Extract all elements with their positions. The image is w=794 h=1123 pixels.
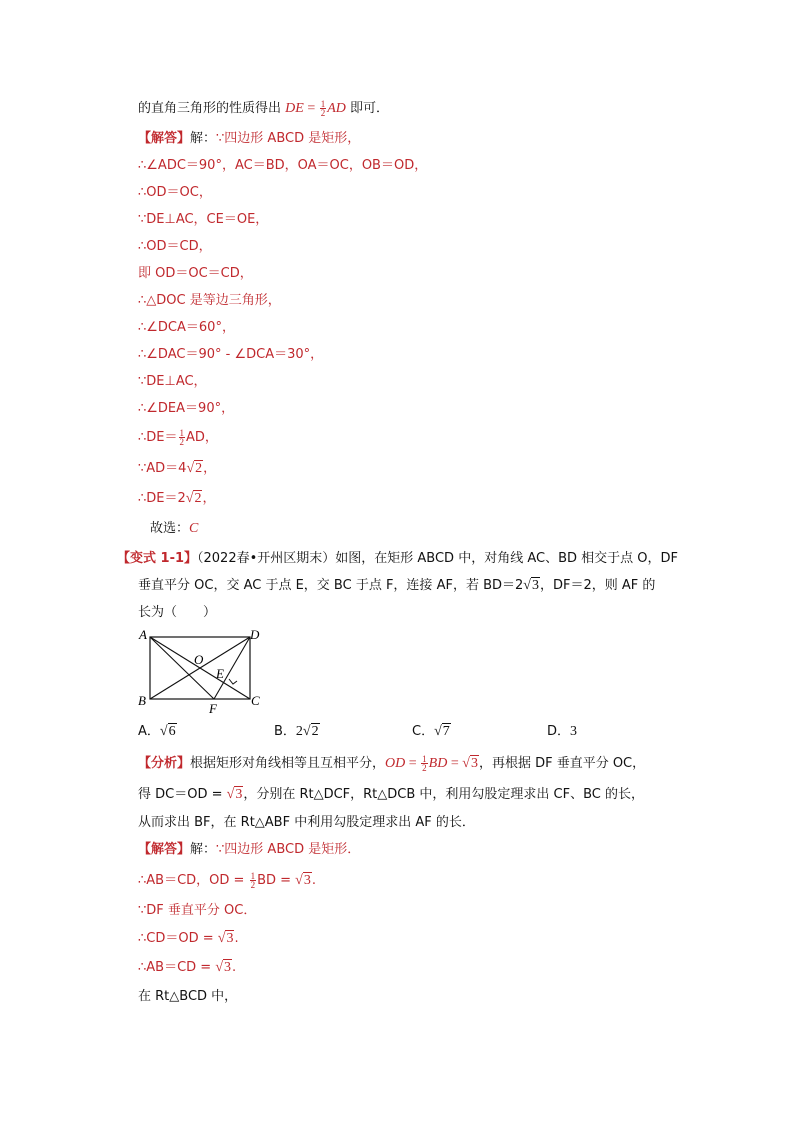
answer2-line-1 bbox=[138, 841, 360, 859]
answer1-line-14 bbox=[138, 490, 215, 508]
segment-af bbox=[150, 637, 214, 699]
option-label: D． bbox=[547, 724, 571, 739]
fraction-numerator: 1 bbox=[320, 99, 326, 109]
answer-jie: 解： bbox=[190, 842, 217, 857]
analysis-text-2a: 得 DC＝OD = bbox=[138, 787, 227, 802]
radicand: 2 bbox=[194, 491, 202, 506]
radicand: 3 bbox=[531, 578, 539, 593]
sqrt-expression: √2 bbox=[186, 461, 203, 476]
analysis-text-1b: ，再根据 DF 垂直平分 OC， bbox=[478, 756, 646, 771]
sqrt-expression: 2√2 bbox=[295, 724, 319, 739]
answer2-text-5b: . bbox=[232, 960, 237, 975]
answer-jie: 解： bbox=[190, 131, 217, 146]
answer1-line-12 bbox=[138, 429, 218, 447]
answer1-line-3: ∴OD＝OC， bbox=[138, 185, 212, 200]
answer2-line-6: 在 Rt△BCD 中， bbox=[138, 989, 238, 1004]
answer1-l14-post: ， bbox=[202, 491, 216, 506]
fraction-denominator: 2 bbox=[250, 880, 256, 890]
answer2-text-4a: ∴CD＝OD = bbox=[138, 931, 218, 946]
answer1-l13-pre: ∵AD＝4 bbox=[138, 461, 187, 476]
rectangle-figure bbox=[135, 627, 275, 717]
fraction-denominator: 2 bbox=[179, 437, 184, 447]
analysis-bd: BD bbox=[428, 756, 448, 771]
analysis-eq: = bbox=[405, 756, 421, 771]
radicand: 3 bbox=[470, 756, 478, 771]
analysis-text-1a: 根据矩形对角线相等且互相平分， bbox=[190, 756, 386, 771]
analysis-line-1 bbox=[138, 755, 645, 773]
label-b: B bbox=[138, 693, 146, 708]
intro-fraction bbox=[320, 100, 327, 117]
answer1-line-15 bbox=[150, 520, 198, 538]
option-c[interactable] bbox=[412, 720, 451, 740]
sqrt-expression: √3 bbox=[523, 578, 539, 593]
fraction-numerator: 1 bbox=[179, 428, 184, 438]
answer2-fraction bbox=[250, 872, 257, 889]
analysis-text-2b: ，分别在 Rt△DCF，Rt△DCB 中，利用勾股定理求出 CF、BC 的长， bbox=[243, 787, 644, 802]
label-d: D bbox=[250, 627, 260, 642]
radicand: 3 bbox=[226, 931, 234, 946]
intro-eq: = bbox=[303, 101, 319, 116]
answer2-line-5 bbox=[138, 959, 236, 977]
intro-end: 即可． bbox=[350, 101, 390, 116]
right-angle-mark bbox=[229, 679, 237, 684]
answer1-line-5: ∴OD＝CD， bbox=[138, 239, 212, 254]
radicand: 3 bbox=[303, 873, 311, 888]
answer2-text-5a: ∴AB＝CD = bbox=[138, 960, 216, 975]
sqrt-expression: √2 bbox=[185, 491, 202, 506]
label-e: E bbox=[216, 666, 224, 681]
answer1-choice: C bbox=[189, 521, 199, 536]
option-label: B． bbox=[274, 724, 296, 739]
variant-text-2a: 垂直平分 OC，交 AC 于点 E，交 BC 于点 F，连接 AF，若 BD＝2 bbox=[138, 578, 524, 593]
answer1-line-1 bbox=[138, 130, 360, 148]
intro-text: 的直角三角形的性质得出 bbox=[138, 101, 282, 116]
answer1-line-6: 即 OD＝OC＝CD， bbox=[138, 266, 253, 281]
analysis-tag: 【分析】 bbox=[138, 756, 191, 771]
label-c: C bbox=[251, 693, 260, 708]
fraction-denominator: 2 bbox=[422, 763, 427, 773]
answer2-line-4 bbox=[138, 930, 239, 948]
answer1-line-13 bbox=[138, 460, 216, 478]
answer-tag: 【解答】 bbox=[138, 131, 191, 146]
answer1-l13-post: ， bbox=[203, 461, 217, 476]
analysis-od: OD bbox=[385, 756, 406, 771]
radicand: 2 bbox=[311, 724, 319, 739]
option-b[interactable] bbox=[274, 720, 320, 740]
answer1-line-7: ∴△DOC 是等边三角形， bbox=[138, 293, 281, 308]
answer1-l12-post: AD， bbox=[186, 430, 218, 445]
analysis-line-3: 从而求出 BF，在 Rt△ABF 中利用勾股定理求出 AF 的长． bbox=[138, 815, 475, 830]
answer2-line-2 bbox=[138, 872, 316, 890]
answer1-text-1: ∵四边形 ABCD 是矩形， bbox=[216, 131, 361, 146]
label-f: F bbox=[209, 701, 217, 716]
answer2-text-2a: ∴AB＝CD，OD = bbox=[138, 873, 249, 888]
answer1-line-11: ∴∠DEA＝90°， bbox=[138, 401, 235, 416]
sqrt-expression: √3 bbox=[295, 873, 311, 888]
radicand: 3 bbox=[224, 960, 232, 975]
option-d[interactable] bbox=[547, 720, 577, 740]
fraction-numerator: 1 bbox=[250, 871, 256, 881]
analysis-fraction bbox=[421, 755, 428, 772]
sqrt-expression: √3 bbox=[226, 787, 243, 802]
analysis-line-2 bbox=[138, 786, 644, 804]
answer1-l14-pre: ∴DE＝2 bbox=[138, 491, 186, 506]
answer1-line-4: ∵DE⊥AC，CE＝OE， bbox=[138, 212, 269, 227]
answer1-line-8: ∴∠DCA＝60°， bbox=[138, 320, 235, 335]
option-coef: 2 bbox=[295, 724, 303, 739]
intro-line bbox=[138, 100, 389, 118]
answer2-text-4b: . bbox=[234, 931, 239, 946]
sqrt-expression: √3 bbox=[217, 931, 234, 946]
variant-line-1 bbox=[117, 550, 678, 568]
answer1-line-10: ∵DE⊥AC， bbox=[138, 374, 207, 389]
variant-text-1: （2022春•开州区期末）如图，在矩形 ABCD 中，对角线 AC、BD 相交于点 O，DF bbox=[197, 551, 678, 566]
answer1-fraction bbox=[179, 429, 186, 446]
fraction-numerator: 1 bbox=[422, 754, 427, 764]
fraction-denominator: 2 bbox=[320, 108, 326, 118]
sqrt-expression: √3 bbox=[462, 756, 478, 771]
answer-tag: 【解答】 bbox=[138, 842, 191, 857]
radicand: 2 bbox=[195, 461, 203, 476]
variant-line-2 bbox=[138, 577, 655, 595]
variant-text-2b: ，DF＝2，则 AF 的 bbox=[539, 578, 656, 593]
option-label: A． bbox=[138, 724, 160, 739]
option-a[interactable] bbox=[138, 720, 177, 740]
label-a: A bbox=[139, 627, 147, 642]
option-value: 3 bbox=[570, 724, 578, 739]
intro-lhs: DE bbox=[285, 101, 304, 116]
answer2-line-3: ∵DF 垂直平分 OC． bbox=[138, 903, 257, 918]
label-o: O bbox=[194, 652, 204, 667]
answer2-text-2c: . bbox=[311, 873, 316, 888]
sqrt-expression: √7 bbox=[434, 724, 450, 739]
analysis-eq2: = bbox=[447, 756, 463, 771]
radicand: 7 bbox=[442, 724, 450, 739]
answer2-text-1: ∵四边形 ABCD 是矩形． bbox=[216, 842, 361, 857]
option-label: C． bbox=[412, 724, 435, 739]
intro-rhs: AD bbox=[327, 101, 346, 116]
answer2-text-2b: BD = bbox=[257, 873, 296, 888]
variant-line-3: 长为（ ） bbox=[138, 605, 217, 620]
answer1-choose: 故选： bbox=[150, 521, 190, 536]
answer1-line-2: ∴∠ADC＝90°，AC＝BD，OA＝OC，OB＝OD， bbox=[138, 158, 428, 173]
radicand: 6 bbox=[168, 724, 176, 739]
sqrt-expression: √6 bbox=[159, 724, 176, 739]
answer1-l12-pre: ∴DE＝ bbox=[138, 430, 178, 445]
sqrt-expression: √3 bbox=[215, 960, 232, 975]
radicand: 3 bbox=[235, 787, 243, 802]
variant-tag: 【变式 1-1】 bbox=[117, 551, 198, 566]
answer1-line-9: ∴∠DAC＝90° - ∠DCA＝30°， bbox=[138, 347, 324, 362]
